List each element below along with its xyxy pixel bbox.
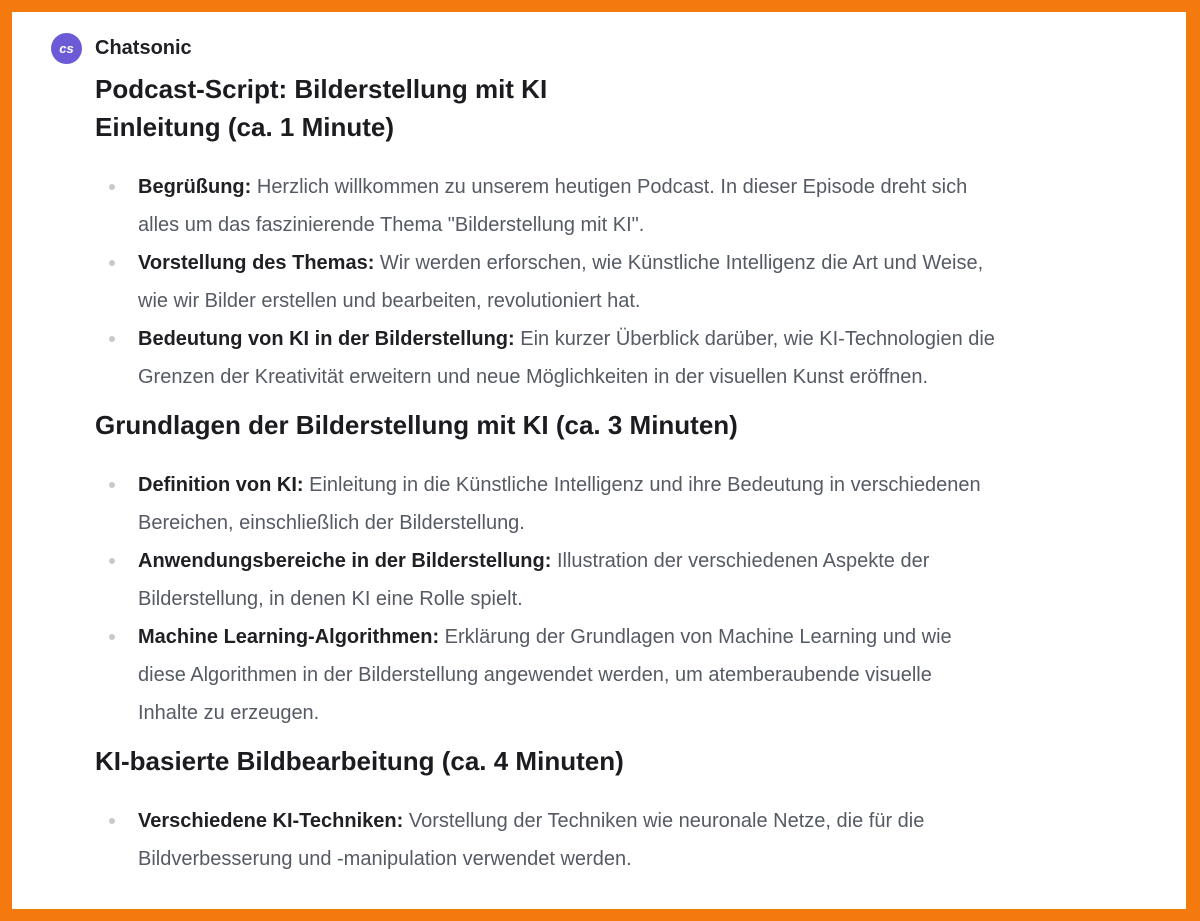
item-text: Illustration der verschiedenen Aspekte der Bilderstellung, in denen KI eine Rolle spielt.	[138, 550, 930, 610]
item-label: Begrüßung:	[138, 176, 252, 198]
item-label: Definition von KI:	[138, 474, 304, 496]
list-item	[95, 802, 995, 878]
sender-name: Chatsonic	[95, 37, 192, 59]
message-body	[95, 70, 995, 888]
item-label: Verschiedene KI-Techniken:	[138, 810, 404, 832]
section-heading-basics: Grundlagen der Bilderstellung mit KI (ca. 3 Minuten)	[95, 410, 738, 440]
list-item	[95, 320, 995, 396]
item-label: Bedeutung von KI in der Bilderstellung:	[138, 328, 515, 350]
section-list-intro	[95, 168, 995, 396]
section-list-editing	[95, 802, 995, 878]
item-text: Einleitung in die Künstliche Intelligenz und ihre Bedeutung in verschiedenen Bereichen, einschließlich der Bilderstellung.	[138, 474, 981, 534]
avatar: cs	[51, 33, 82, 64]
item-label: Machine Learning-Algorithmen:	[138, 626, 440, 648]
item-text: Wir werden erforschen, wie Künstliche Intelligenz die Art und Weise, wie wir Bilder erstellen und bearbeiten, revolutioniert hat.	[138, 252, 984, 312]
chat-message-card	[12, 12, 1186, 909]
list-item	[95, 244, 995, 320]
list-item	[95, 618, 995, 732]
list-item	[95, 542, 995, 618]
message-header	[51, 33, 192, 64]
section-heading-editing: KI-basierte Bildbearbeitung (ca. 4 Minuten)	[95, 746, 624, 776]
list-item	[95, 466, 995, 542]
script-title: Podcast-Script: Bilderstellung mit KI	[95, 74, 548, 104]
item-text: Erklärung der Grundlagen von Machine Learning und wie diese Algorithmen in der Bilderstellung angewendet werden, um atemberaubende visuelle Inhalte zu erzeugen.	[138, 626, 952, 724]
item-label: Anwendungsbereiche in der Bilderstellung:	[138, 550, 552, 572]
item-text: Ein kurzer Überblick darüber, wie KI-Technologien die Grenzen der Kreativität erweitern und neue Möglichkeiten in der visuellen Kunst eröffnen.	[138, 328, 995, 388]
section-heading-intro: Einleitung (ca. 1 Minute)	[95, 112, 395, 142]
section-list-basics	[95, 466, 995, 732]
item-label: Vorstellung des Themas:	[138, 252, 375, 274]
item-text: Vorstellung der Techniken wie neuronale Netze, die für die Bildverbesserung und -manipulation verwendet werden.	[138, 810, 925, 870]
item-text: Herzlich willkommen zu unserem heutigen Podcast. In dieser Episode dreht sich alles um das faszinierende Thema "Bilderstellung mit KI".	[138, 176, 968, 236]
list-item	[95, 168, 995, 244]
